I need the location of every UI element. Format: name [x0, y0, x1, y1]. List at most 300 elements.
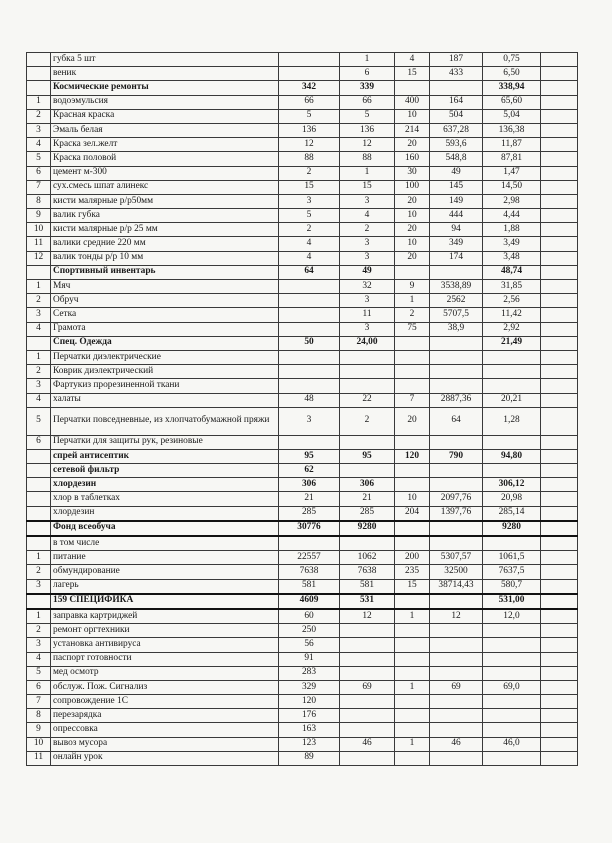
- extra-cell: [541, 579, 578, 594]
- unit-price-cell: 504: [430, 109, 483, 123]
- item-name-cell: цемент м-300: [51, 166, 279, 180]
- unit-price-cell: 444: [430, 209, 483, 223]
- spent-amount-cell: [340, 365, 395, 379]
- unit-price-cell: [430, 594, 483, 609]
- quantity-cell: [395, 638, 430, 652]
- unit-price-cell: 174: [430, 251, 483, 265]
- plan-amount-cell: 56: [279, 638, 340, 652]
- spent-amount-cell: 306: [340, 478, 395, 492]
- spent-amount-cell: 22: [340, 393, 395, 407]
- spent-amount-cell: [340, 652, 395, 666]
- quantity-cell: [395, 723, 430, 737]
- plan-amount-cell: [279, 322, 340, 336]
- unit-price-cell: 69: [430, 680, 483, 694]
- extra-cell: [541, 652, 578, 666]
- total-amount-cell: 1061,5: [483, 551, 541, 565]
- item-name-cell: кисти малярные р/р 25 мм: [51, 223, 279, 237]
- quantity-cell: [395, 435, 430, 449]
- spent-amount-cell: 3: [340, 237, 395, 251]
- row-number-cell: 2: [27, 109, 51, 123]
- spent-amount-cell: [340, 536, 395, 551]
- item-name-cell: обслуж. Пож. Сигнализ: [51, 680, 279, 694]
- row-number-cell: 7: [27, 180, 51, 194]
- table-row: [27, 109, 578, 123]
- total-amount-cell: 531,00: [483, 594, 541, 609]
- item-name-cell: хлордезин: [51, 478, 279, 492]
- table-row: [27, 280, 578, 294]
- total-amount-cell: 69,0: [483, 680, 541, 694]
- unit-price-cell: 5707,5: [430, 308, 483, 322]
- quantity-cell: [395, 336, 430, 350]
- unit-price-cell: [430, 336, 483, 350]
- spent-amount-cell: [340, 379, 395, 393]
- plan-amount-cell: [279, 536, 340, 551]
- total-amount-cell: [483, 638, 541, 652]
- spent-amount-cell: 3: [340, 251, 395, 265]
- extra-cell: [541, 449, 578, 463]
- row-number-cell: [27, 594, 51, 609]
- quantity-cell: 15: [395, 579, 430, 594]
- quantity-cell: 75: [395, 322, 430, 336]
- plan-amount-cell: 3: [279, 194, 340, 208]
- spent-amount-cell: 69: [340, 680, 395, 694]
- unit-price-cell: 1397,76: [430, 506, 483, 521]
- table-row: [27, 435, 578, 449]
- spent-amount-cell: 1062: [340, 551, 395, 565]
- row-number-cell: 10: [27, 223, 51, 237]
- extra-cell: [541, 209, 578, 223]
- plan-amount-cell: 2: [279, 166, 340, 180]
- quantity-cell: 235: [395, 565, 430, 579]
- plan-amount-cell: 89: [279, 751, 340, 765]
- total-amount-cell: 65,60: [483, 95, 541, 109]
- row-number-cell: 6: [27, 435, 51, 449]
- row-number-cell: 3: [27, 579, 51, 594]
- total-amount-cell: [483, 365, 541, 379]
- item-name-cell: водоэмульсия: [51, 95, 279, 109]
- table-row: [27, 709, 578, 723]
- quantity-cell: 2: [395, 308, 430, 322]
- quantity-cell: 204: [395, 506, 430, 521]
- extra-cell: [541, 680, 578, 694]
- plan-amount-cell: 21: [279, 492, 340, 506]
- extra-cell: [541, 478, 578, 492]
- spent-amount-cell: [340, 709, 395, 723]
- total-amount-cell: [483, 624, 541, 638]
- table-row: [27, 67, 578, 81]
- quantity-cell: 4: [395, 53, 430, 67]
- table-row: [27, 723, 578, 737]
- unit-price-cell: 2562: [430, 294, 483, 308]
- unit-price-cell: 349: [430, 237, 483, 251]
- extra-cell: [541, 506, 578, 521]
- table-row: [27, 492, 578, 506]
- extra-cell: [541, 81, 578, 95]
- extra-cell: [541, 123, 578, 137]
- quantity-cell: 200: [395, 551, 430, 565]
- unit-price-cell: 49: [430, 166, 483, 180]
- unit-price-cell: 145: [430, 180, 483, 194]
- unit-price-cell: 637,28: [430, 123, 483, 137]
- item-name-cell: кисти малярные р/р50мм: [51, 194, 279, 208]
- quantity-cell: 20: [395, 223, 430, 237]
- total-amount-cell: [483, 695, 541, 709]
- unit-price-cell: [430, 464, 483, 478]
- quantity-cell: [395, 350, 430, 364]
- table-row: [27, 536, 578, 551]
- unit-price-cell: 149: [430, 194, 483, 208]
- unit-price-cell: [430, 652, 483, 666]
- table-row: [27, 81, 578, 95]
- plan-amount-cell: 4609: [279, 594, 340, 609]
- plan-amount-cell: 64: [279, 265, 340, 279]
- table-row: [27, 95, 578, 109]
- unit-price-cell: 38,9: [430, 322, 483, 336]
- plan-amount-cell: 60: [279, 609, 340, 624]
- spent-amount-cell: 12: [340, 609, 395, 624]
- item-name-cell: Перчатки повседневные, из хлопчатобумажной пряжи: [51, 407, 279, 435]
- plan-amount-cell: 123: [279, 737, 340, 751]
- row-number-cell: 1: [27, 609, 51, 624]
- item-name-cell: Обруч: [51, 294, 279, 308]
- table-row: [27, 737, 578, 751]
- spent-amount-cell: 136: [340, 123, 395, 137]
- spent-amount-cell: 95: [340, 449, 395, 463]
- unit-price-cell: 433: [430, 67, 483, 81]
- row-number-cell: [27, 464, 51, 478]
- quantity-cell: 1: [395, 609, 430, 624]
- quantity-cell: 10: [395, 237, 430, 251]
- total-amount-cell: 46,0: [483, 737, 541, 751]
- item-name-cell: валик губка: [51, 209, 279, 223]
- plan-amount-cell: 136: [279, 123, 340, 137]
- extra-cell: [541, 365, 578, 379]
- table-row: [27, 609, 578, 624]
- unit-price-cell: 2097,76: [430, 492, 483, 506]
- item-name-cell: Эмаль белая: [51, 123, 279, 137]
- total-amount-cell: 14,50: [483, 180, 541, 194]
- item-name-cell: опрессовка: [51, 723, 279, 737]
- row-number-cell: 10: [27, 737, 51, 751]
- item-name-cell: Мяч: [51, 280, 279, 294]
- extra-cell: [541, 194, 578, 208]
- item-name-cell: Сетка: [51, 308, 279, 322]
- item-name-cell: сух.смесь шпат алинекс: [51, 180, 279, 194]
- item-name-cell: Космические ремонты: [51, 81, 279, 95]
- row-number-cell: 5: [27, 407, 51, 435]
- table-row: [27, 365, 578, 379]
- unit-price-cell: [430, 709, 483, 723]
- spent-amount-cell: [340, 666, 395, 680]
- total-amount-cell: [483, 464, 541, 478]
- extra-cell: [541, 666, 578, 680]
- quantity-cell: [395, 81, 430, 95]
- table-row: [27, 579, 578, 594]
- total-amount-cell: 48,74: [483, 265, 541, 279]
- total-amount-cell: 2,56: [483, 294, 541, 308]
- unit-price-cell: [430, 666, 483, 680]
- quantity-cell: 9: [395, 280, 430, 294]
- quantity-cell: [395, 652, 430, 666]
- spent-amount-cell: 21: [340, 492, 395, 506]
- plan-amount-cell: 62: [279, 464, 340, 478]
- quantity-cell: 30: [395, 166, 430, 180]
- total-amount-cell: 94,80: [483, 449, 541, 463]
- total-amount-cell: 9280: [483, 521, 541, 536]
- table-row: [27, 464, 578, 478]
- spent-amount-cell: 15: [340, 180, 395, 194]
- row-number-cell: [27, 492, 51, 506]
- quantity-cell: 10: [395, 109, 430, 123]
- row-number-cell: 4: [27, 652, 51, 666]
- spent-amount-cell: 12: [340, 138, 395, 152]
- spent-amount-cell: [340, 464, 395, 478]
- spent-amount-cell: 1: [340, 166, 395, 180]
- plan-amount-cell: 7638: [279, 565, 340, 579]
- plan-amount-cell: 30776: [279, 521, 340, 536]
- unit-price-cell: [430, 723, 483, 737]
- plan-amount-cell: [279, 280, 340, 294]
- spent-amount-cell: 7638: [340, 565, 395, 579]
- plan-amount-cell: [279, 435, 340, 449]
- extra-cell: [541, 624, 578, 638]
- extra-cell: [541, 594, 578, 609]
- item-name-cell: Спортивный инвентарь: [51, 265, 279, 279]
- total-amount-cell: 11,42: [483, 308, 541, 322]
- spent-amount-cell: 32: [340, 280, 395, 294]
- item-name-cell: хлор в таблетках: [51, 492, 279, 506]
- total-amount-cell: 1,47: [483, 166, 541, 180]
- total-amount-cell: 1,28: [483, 407, 541, 435]
- spent-amount-cell: 9280: [340, 521, 395, 536]
- row-number-cell: 3: [27, 123, 51, 137]
- plan-amount-cell: [279, 294, 340, 308]
- quantity-cell: [395, 478, 430, 492]
- total-amount-cell: 4,44: [483, 209, 541, 223]
- item-name-cell: перезарядка: [51, 709, 279, 723]
- row-number-cell: 7: [27, 695, 51, 709]
- row-number-cell: [27, 449, 51, 463]
- extra-cell: [541, 322, 578, 336]
- extra-cell: [541, 695, 578, 709]
- plan-amount-cell: 5: [279, 209, 340, 223]
- table-row: [27, 308, 578, 322]
- extra-cell: [541, 464, 578, 478]
- table-row: [27, 166, 578, 180]
- item-name-cell: обмундирование: [51, 565, 279, 579]
- total-amount-cell: 306,12: [483, 478, 541, 492]
- table-row: [27, 194, 578, 208]
- quantity-cell: [395, 751, 430, 765]
- total-amount-cell: 6,50: [483, 67, 541, 81]
- item-name-cell: валик тонды р/р 10 мм: [51, 251, 279, 265]
- quantity-cell: 10: [395, 492, 430, 506]
- total-amount-cell: 31,85: [483, 280, 541, 294]
- quantity-cell: 20: [395, 138, 430, 152]
- table-row: [27, 695, 578, 709]
- table-row: [27, 251, 578, 265]
- plan-amount-cell: 2: [279, 223, 340, 237]
- total-amount-cell: 21,49: [483, 336, 541, 350]
- table-row: [27, 152, 578, 166]
- table-row: [27, 521, 578, 536]
- extra-cell: [541, 521, 578, 536]
- row-number-cell: 4: [27, 138, 51, 152]
- extra-cell: [541, 336, 578, 350]
- total-amount-cell: 136,38: [483, 123, 541, 137]
- extra-cell: [541, 393, 578, 407]
- table-row: [27, 393, 578, 407]
- row-number-cell: 5: [27, 666, 51, 680]
- total-amount-cell: [483, 350, 541, 364]
- unit-price-cell: [430, 695, 483, 709]
- extra-cell: [541, 492, 578, 506]
- spent-amount-cell: 2: [340, 407, 395, 435]
- table-row: [27, 294, 578, 308]
- spent-amount-cell: [340, 751, 395, 765]
- table-row: [27, 209, 578, 223]
- table-row: [27, 180, 578, 194]
- row-number-cell: 11: [27, 751, 51, 765]
- row-number-cell: 1: [27, 95, 51, 109]
- row-number-cell: 5: [27, 152, 51, 166]
- quantity-cell: [395, 709, 430, 723]
- item-name-cell: паспорт готовности: [51, 652, 279, 666]
- extra-cell: [541, 536, 578, 551]
- row-number-cell: [27, 506, 51, 521]
- row-number-cell: 11: [27, 237, 51, 251]
- table-row: [27, 638, 578, 652]
- quantity-cell: [395, 666, 430, 680]
- row-number-cell: [27, 521, 51, 536]
- unit-price-cell: [430, 536, 483, 551]
- total-amount-cell: 580,7: [483, 579, 541, 594]
- plan-amount-cell: 163: [279, 723, 340, 737]
- unit-price-cell: 593,6: [430, 138, 483, 152]
- table-row: [27, 223, 578, 237]
- spent-amount-cell: [340, 723, 395, 737]
- spent-amount-cell: 3: [340, 322, 395, 336]
- unit-price-cell: [430, 751, 483, 765]
- table-row: [27, 407, 578, 435]
- item-name-cell: в том числе: [51, 536, 279, 551]
- row-number-cell: 1: [27, 551, 51, 565]
- unit-price-cell: [430, 521, 483, 536]
- table-row: [27, 666, 578, 680]
- plan-amount-cell: 88: [279, 152, 340, 166]
- extra-cell: [541, 407, 578, 435]
- table-row: [27, 237, 578, 251]
- total-amount-cell: [483, 379, 541, 393]
- plan-amount-cell: 48: [279, 393, 340, 407]
- item-name-cell: заправка картриджей: [51, 609, 279, 624]
- plan-amount-cell: 4: [279, 237, 340, 251]
- row-number-cell: 2: [27, 294, 51, 308]
- spent-amount-cell: 49: [340, 265, 395, 279]
- plan-amount-cell: 329: [279, 680, 340, 694]
- table-row: [27, 53, 578, 67]
- table-row: [27, 594, 578, 609]
- item-name-cell: установка антивируса: [51, 638, 279, 652]
- quantity-cell: [395, 265, 430, 279]
- unit-price-cell: [430, 435, 483, 449]
- unit-price-cell: [430, 265, 483, 279]
- extra-cell: [541, 95, 578, 109]
- extra-cell: [541, 723, 578, 737]
- total-amount-cell: 1,88: [483, 223, 541, 237]
- spent-amount-cell: 285: [340, 506, 395, 521]
- row-number-cell: 2: [27, 624, 51, 638]
- plan-amount-cell: 285: [279, 506, 340, 521]
- plan-amount-cell: 250: [279, 624, 340, 638]
- table-row: [27, 322, 578, 336]
- plan-amount-cell: 581: [279, 579, 340, 594]
- unit-price-cell: 46: [430, 737, 483, 751]
- extra-cell: [541, 180, 578, 194]
- total-amount-cell: [483, 723, 541, 737]
- quantity-cell: 160: [395, 152, 430, 166]
- total-amount-cell: [483, 652, 541, 666]
- table-row: [27, 652, 578, 666]
- total-amount-cell: 285,14: [483, 506, 541, 521]
- table-row: [27, 123, 578, 137]
- quantity-cell: 120: [395, 449, 430, 463]
- unit-price-cell: 5307,57: [430, 551, 483, 565]
- extra-cell: [541, 251, 578, 265]
- quantity-cell: 1: [395, 294, 430, 308]
- row-number-cell: 3: [27, 379, 51, 393]
- row-number-cell: [27, 336, 51, 350]
- row-number-cell: 8: [27, 194, 51, 208]
- unit-price-cell: 32500: [430, 565, 483, 579]
- quantity-cell: [395, 379, 430, 393]
- table-row: [27, 265, 578, 279]
- row-number-cell: 2: [27, 565, 51, 579]
- item-name-cell: Фартукиз прорезиненной ткани: [51, 379, 279, 393]
- extra-cell: [541, 751, 578, 765]
- unit-price-cell: 38714,43: [430, 579, 483, 594]
- item-name-cell: лагерь: [51, 579, 279, 594]
- spent-amount-cell: 1: [340, 53, 395, 67]
- item-name-cell: Краска зел.желт: [51, 138, 279, 152]
- extra-cell: [541, 53, 578, 67]
- quantity-cell: 214: [395, 123, 430, 137]
- plan-amount-cell: 120: [279, 695, 340, 709]
- unit-price-cell: [430, 478, 483, 492]
- spent-amount-cell: 3: [340, 294, 395, 308]
- extra-cell: [541, 737, 578, 751]
- unit-price-cell: 187: [430, 53, 483, 67]
- plan-amount-cell: 283: [279, 666, 340, 680]
- total-amount-cell: 5,04: [483, 109, 541, 123]
- total-amount-cell: 11,87: [483, 138, 541, 152]
- plan-amount-cell: 91: [279, 652, 340, 666]
- row-number-cell: 3: [27, 308, 51, 322]
- item-name-cell: мед осмотр: [51, 666, 279, 680]
- plan-amount-cell: 66: [279, 95, 340, 109]
- plan-amount-cell: 15: [279, 180, 340, 194]
- quantity-cell: [395, 464, 430, 478]
- quantity-cell: [395, 365, 430, 379]
- unit-price-cell: [430, 365, 483, 379]
- row-number-cell: 12: [27, 251, 51, 265]
- spent-amount-cell: [340, 638, 395, 652]
- total-amount-cell: 3,49: [483, 237, 541, 251]
- plan-amount-cell: [279, 67, 340, 81]
- unit-price-cell: 3538,89: [430, 280, 483, 294]
- item-name-cell: Фонд всеобуча: [51, 521, 279, 536]
- extra-cell: [541, 109, 578, 123]
